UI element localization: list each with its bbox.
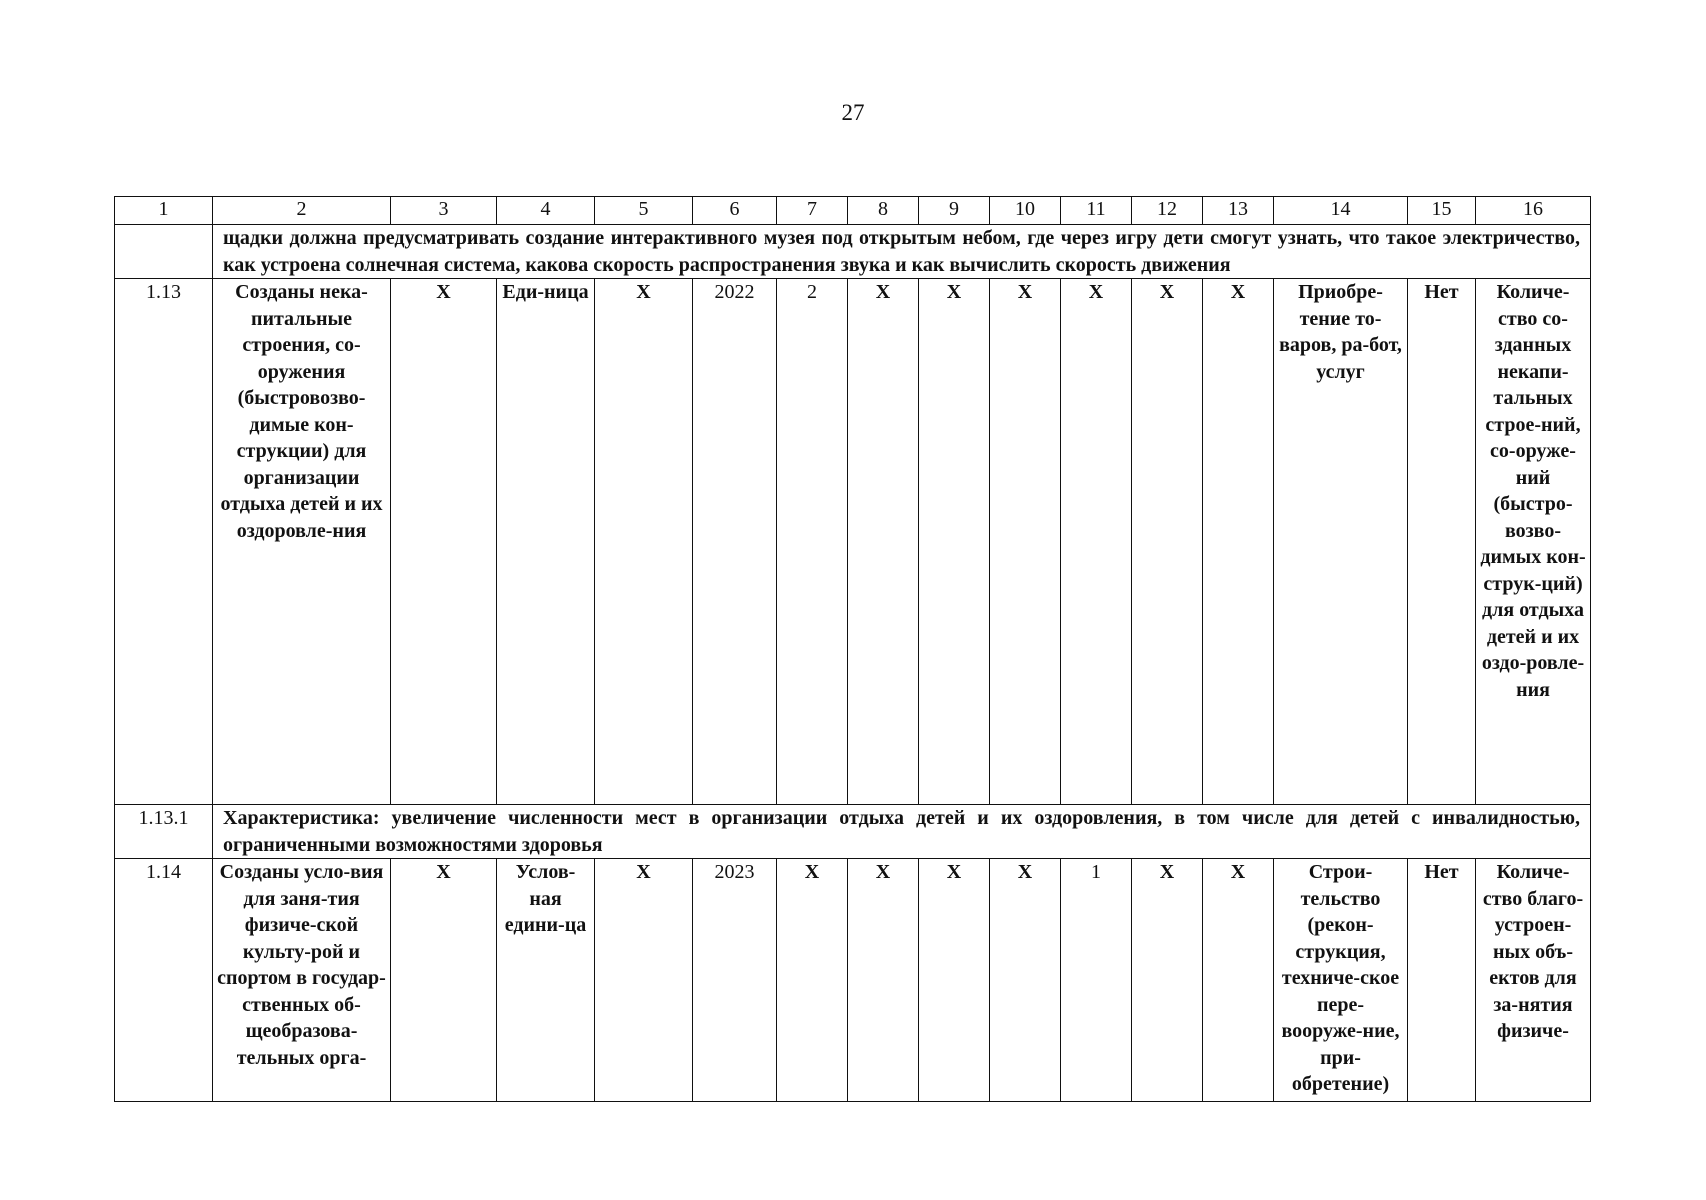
- table-cell: X: [1203, 279, 1274, 805]
- unit-cell: Услов-ная едини-ца: [497, 859, 595, 1102]
- header-cell: 3: [391, 197, 497, 225]
- table-cell: X: [1132, 859, 1203, 1102]
- table-cell: X: [990, 859, 1061, 1102]
- year-cell: 2022: [693, 279, 777, 805]
- table-cell: X: [990, 279, 1061, 805]
- indicator-cell: Количе-ство со-зданных некапи-тальных строе-ний, со-оруже-ний (быстро-возво-димых кон-струк-ций) для отдыха детей и их оздо-ровле-ния: [1476, 279, 1591, 805]
- header-cell: 12: [1132, 197, 1203, 225]
- header-cell: 15: [1408, 197, 1476, 225]
- result-name-cell: Созданы усло-вия для заня-тия физиче-ской культу-рой и спортом в государ-ственных об-щеобразова-тельных орга-: [213, 859, 391, 1102]
- characteristic-row: [115, 805, 1591, 859]
- continuation-row: [115, 225, 1591, 279]
- empty-cell: [115, 225, 213, 279]
- row-number: 1.13.1: [115, 805, 213, 859]
- unit-cell: Еди-ница: [497, 279, 595, 805]
- table-cell: 2: [777, 279, 848, 805]
- table-cell: X: [1203, 859, 1274, 1102]
- header-cell: 10: [990, 197, 1061, 225]
- table-cell: X: [1061, 279, 1132, 805]
- row-number: 1.14: [115, 859, 213, 1102]
- header-cell: 14: [1274, 197, 1408, 225]
- indicator-cell: Количе-ство благо-устроен-ных объ-ектов для за-нятия физиче-: [1476, 859, 1591, 1102]
- header-cell: 8: [848, 197, 919, 225]
- table-cell: X: [595, 279, 693, 805]
- header-cell: 16: [1476, 197, 1591, 225]
- row-number: 1.13: [115, 279, 213, 805]
- header-cell: 7: [777, 197, 848, 225]
- table-cell: X: [919, 859, 990, 1102]
- data-table: [114, 196, 1591, 1102]
- table-cell: Нет: [1408, 859, 1476, 1102]
- header-cell: 1: [115, 197, 213, 225]
- table-row: [115, 859, 1591, 1102]
- type-cell: Строи-тельство (рекон-струкция, техниче-ское пере-вооруже-ние, при-обретение): [1274, 859, 1408, 1102]
- header-cell: 2: [213, 197, 391, 225]
- header-cell: 11: [1061, 197, 1132, 225]
- header-cell: 9: [919, 197, 990, 225]
- header-cell: 4: [497, 197, 595, 225]
- table-cell: X: [1132, 279, 1203, 805]
- result-name-cell: Созданы нека-питальные строения, со-оружения (быстровозво-димые кон-струкции) для организации отдыха детей и их оздоровле-ния: [213, 279, 391, 805]
- characteristic-text: Характеристика: увеличение численности мест в организации отдыха детей и их оздоровления, в том числе для детей с инвалидностью, ограниченными возможностями здоровья: [213, 805, 1591, 859]
- continuation-text: щадки должна предусматривать создание интерактивного музея под открытым небом, где через игру дети смогут узнать, что такое электричество, как устроена солнечная система, какова скорость распространения звука и как вычислить скорость движения: [213, 225, 1591, 279]
- table-row: [115, 279, 1591, 805]
- header-cell: 13: [1203, 197, 1274, 225]
- year-cell: 2023: [693, 859, 777, 1102]
- table-cell: X: [391, 859, 497, 1102]
- header-cell: 6: [693, 197, 777, 225]
- table-cell: Нет: [1408, 279, 1476, 805]
- table-cell: X: [391, 279, 497, 805]
- table-cell: X: [919, 279, 990, 805]
- table-cell: X: [777, 859, 848, 1102]
- table-cell: 1: [1061, 859, 1132, 1102]
- table-cell: X: [848, 859, 919, 1102]
- header-cell: 5: [595, 197, 693, 225]
- page-number: 27: [841, 100, 865, 125]
- table-cell: X: [595, 859, 693, 1102]
- header-row: [115, 197, 1591, 225]
- type-cell: Приобре-тение то-варов, ра-бот, услуг: [1274, 279, 1408, 805]
- table-cell: X: [848, 279, 919, 805]
